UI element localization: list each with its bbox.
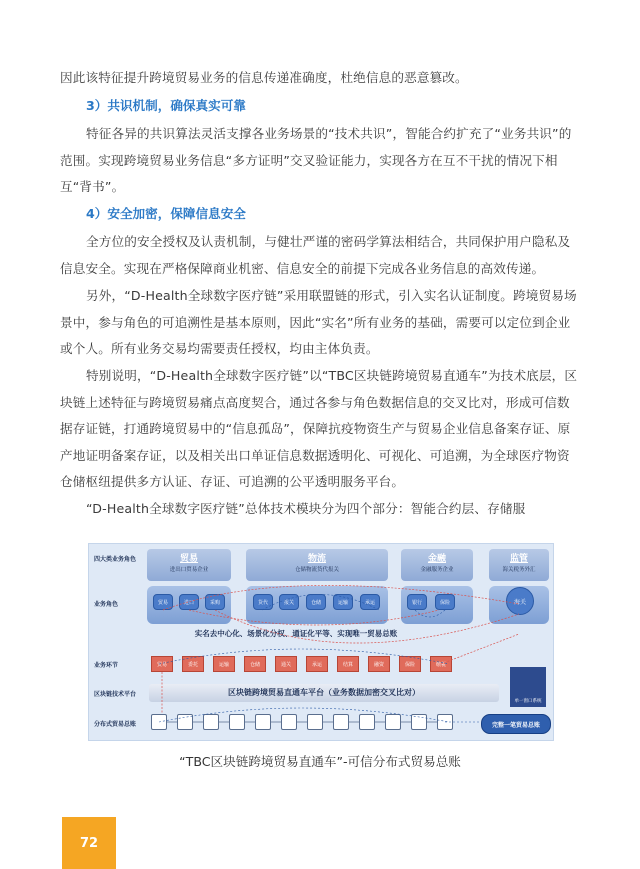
- chain-principles: 实名去中心化、场景化分权、通证化平等、实现唯一贸易总账: [194, 629, 398, 638]
- role-node: 采购: [205, 594, 225, 610]
- paragraph-consensus: 特征各异的共识算法灵活支撑各业务场景的“技术共识”，智能合约扩充了“业务共识”的范围。实现跨境贸易业务信息“多方证明”交叉验证能力，实现各方在互不干扰的情况下相互“背书”。: [60, 126, 572, 194]
- single-window-label: 单一窗口系统: [514, 699, 542, 704]
- process-node: 保险: [399, 656, 421, 672]
- paragraph-special-note: 特别说明，“D-Health全球数字医疗链”以“TBC区块链跨境贸易直通车”为技术底层，区块链上述特征与跨境贸易痛点高度契合，通过各参与角色数据信息的交叉比对，形成可信数据存证链，打通跨境贸易中的“信息孤岛”，保障抗疫物资生产与贸易企业信息备案存证、原产地证明备案存证，以及相关出口单证信息数据透明化、可视化、可追溯，为全球医疗物资仓储枢纽提供多方认证、存证、可追溯的公平透明服务平台。: [60, 368, 578, 489]
- process-node: 贸易: [151, 656, 173, 672]
- process-node: 结算: [337, 656, 359, 672]
- row-label-process: 业务环节: [94, 662, 119, 669]
- paragraph-real-name: 另外，“D-Health全球数字医疗链”采用联盟链的形式，引入实名认证制度。跨境贸易场景中，参与角色的可追溯性是基本原则，因此“实名”所有业务的基础，需要可以定位到企业或个人。所有业务交易均需要责任授权，均由主体负责。: [60, 288, 577, 356]
- role-node: 运输: [333, 594, 353, 610]
- category-regulation-sub: 海关税务外汇: [502, 567, 536, 573]
- row-label-categories: 四大类业务角色: [94, 556, 137, 563]
- role-node: 承运: [360, 594, 380, 610]
- category-finance-sub: 金融服务企业: [420, 567, 454, 573]
- process-node: 承运: [306, 656, 328, 672]
- process-node: 仓储: [244, 656, 266, 672]
- process-node: 委托: [182, 656, 204, 672]
- category-trade-title: 贸易: [179, 554, 198, 564]
- role-node: 保险: [435, 594, 455, 610]
- paragraph-info-accuracy: 因此该特征提升跨境贸易业务的信息传递准确度，杜绝信息的恶意篡改。: [60, 70, 468, 85]
- category-finance-title: 金融: [427, 554, 446, 564]
- heading-consensus: 3）共识机制，确保真实可靠: [86, 98, 246, 113]
- category-logistics-sub: 仓储物流货代报关: [294, 567, 339, 573]
- page-number: 72: [62, 817, 116, 869]
- row-label-ledger: 分布式贸易总账: [94, 721, 137, 728]
- figure-caption: “TBC区块链跨境贸易直通车”-可信分布式贸易总账: [179, 754, 461, 769]
- connector-lines: [89, 544, 554, 741]
- architecture-figure: [88, 543, 554, 741]
- process-node: 融资: [368, 656, 390, 672]
- role-node: 仓储: [306, 594, 326, 610]
- row-label-platform: 区块链技术平台: [94, 691, 137, 698]
- category-regulation-title: 监管: [509, 554, 528, 564]
- row-label-roles: 业务角色: [94, 601, 119, 608]
- process-node: 缴税: [430, 656, 452, 672]
- process-node: 运输: [213, 656, 235, 672]
- category-logistics-title: 物流: [307, 554, 326, 564]
- customs-node: 海关: [506, 587, 534, 615]
- process-node: 通关: [275, 656, 297, 672]
- role-node: 贸易: [153, 594, 173, 610]
- role-node: 货代: [253, 594, 273, 610]
- role-node: 银行: [407, 594, 427, 610]
- category-trade-sub: 进出口贸易企业: [169, 567, 209, 573]
- total-ledger: 完整一笔贸易总账: [481, 714, 551, 734]
- role-node: 报关: [279, 594, 299, 610]
- paragraph-modules: “D-Health全球数字医疗链”总体技术模块分为四个部分：智能合约层、存储服: [86, 501, 526, 516]
- role-node: 进口: [179, 594, 199, 610]
- paragraph-security: 全方位的安全授权及认责机制，与健壮严谨的密码学算法相结合，共同保护用户隐私及信息安全。实现在严格保障商业机密、信息安全的前提下完成各业务信息的高效传递。: [60, 234, 571, 276]
- blockchain-platform: 区块链跨境贸易直通车平台（业务数据加密交叉比对）: [149, 684, 499, 702]
- heading-security: 4）安全加密，保障信息安全: [86, 206, 246, 221]
